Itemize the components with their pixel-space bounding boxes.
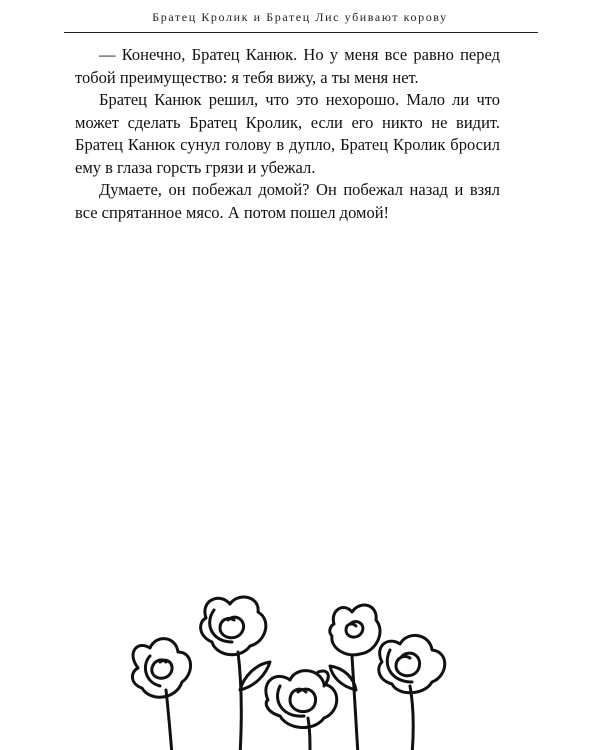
paragraph: — Конечно, Братец Канюк. Но у меня все равно перед тобой преимущество: я тебя вижу, а ты меня нет. (75, 45, 500, 87)
paragraph: Думаете, он побежал домой? Он побежал назад и взял все спрятанное мясо. А потом пошел домой! (75, 180, 500, 222)
body-text (75, 44, 500, 224)
rose-icon (201, 597, 270, 750)
paragraph: Братец Канюк решил, что это нехорошо. Мало ли что может сделать Братец Кролик, если его никто не видит. Братец Канюк сунул голову в дупло, Братец Кролик бросил ему в глаза горсть грязи и убежал. (75, 90, 500, 177)
header-divider (64, 32, 538, 33)
running-title: Братец Кролик и Братец Лис убивают корову (152, 10, 448, 24)
rose-icon (379, 635, 445, 750)
rose-icon (330, 605, 380, 750)
rose-icon (132, 639, 190, 750)
rose-icon (266, 671, 337, 750)
rose-flowers-illustration (120, 590, 500, 750)
